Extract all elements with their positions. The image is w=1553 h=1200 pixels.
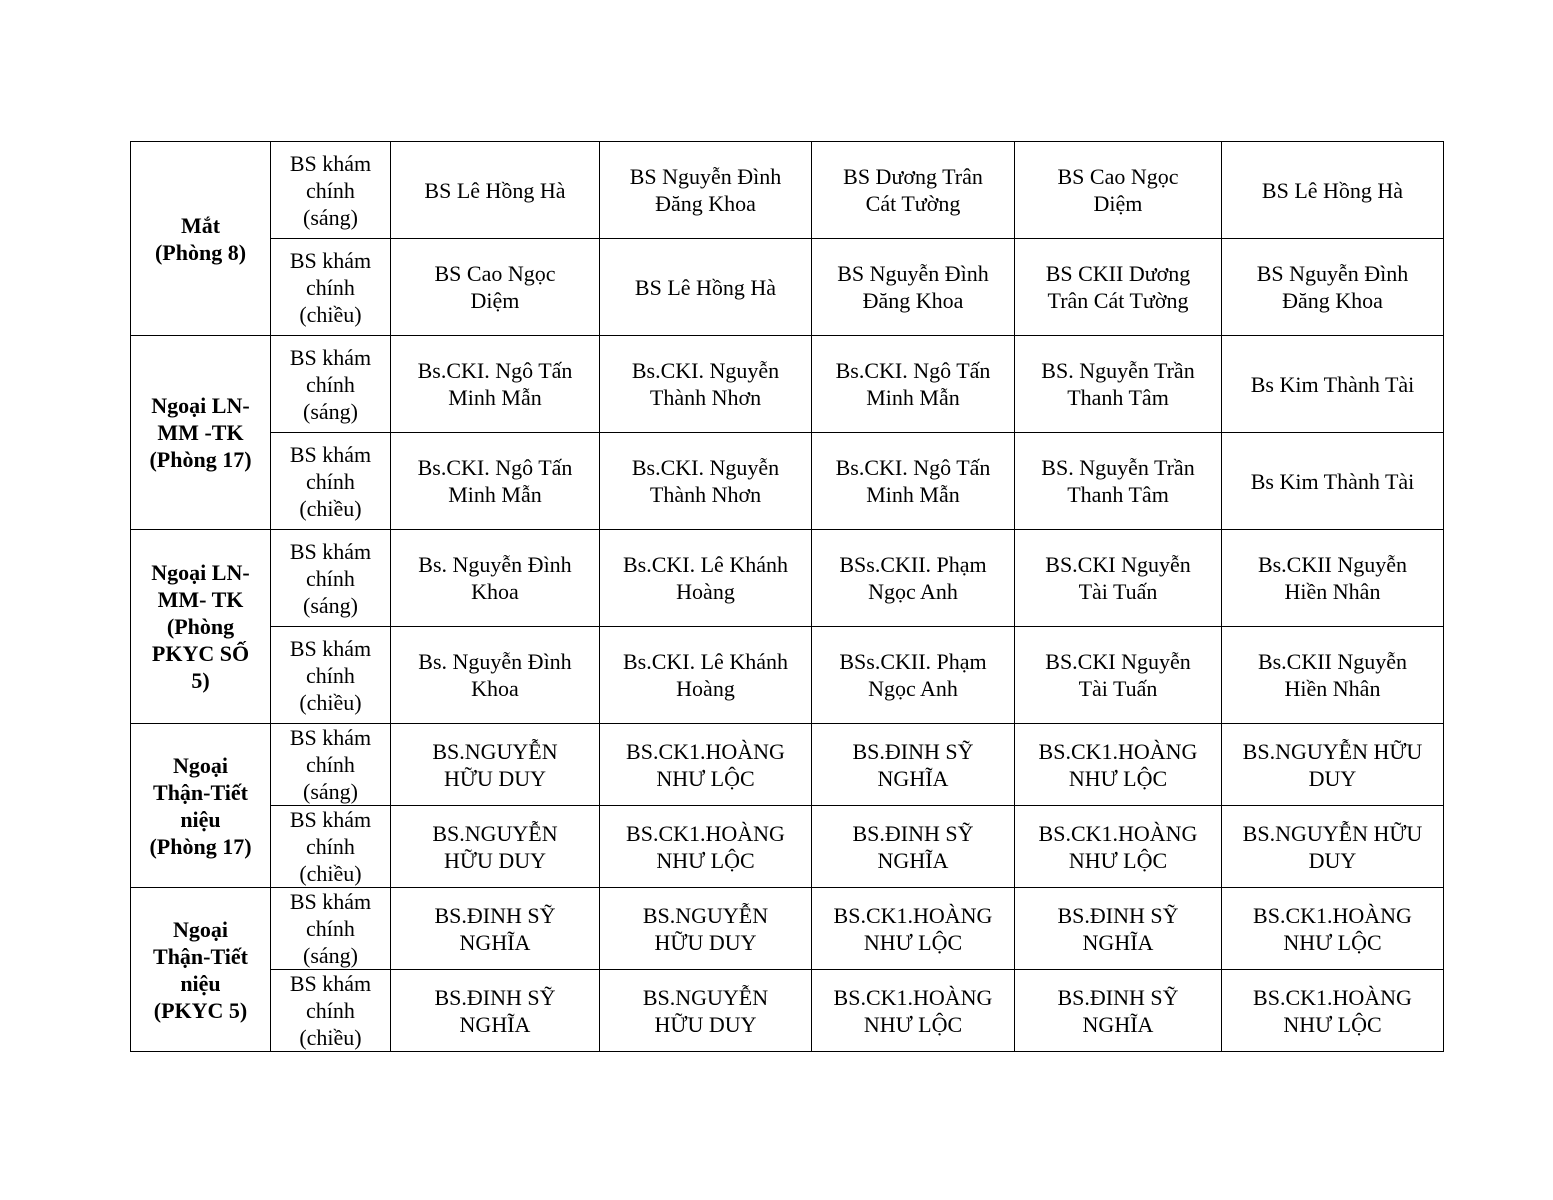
doctor-cell: Bs.CKI. Ngô Tấn Minh Mẫn: [391, 336, 600, 433]
shift-cell: BS khám chính (chiều): [271, 970, 391, 1052]
table-row: [131, 530, 1444, 627]
doctor-cell: BS Cao Ngọc Diệm: [1015, 142, 1222, 239]
doctor-cell: BS.CKI Nguyễn Tài Tuấn: [1015, 530, 1222, 627]
doctor-cell: BS.NGUYỄN HỮU DUY: [600, 970, 812, 1052]
doctor-cell: BS.ĐINH SỸ NGHĨA: [812, 806, 1015, 888]
doctor-cell: BS CKII Dương Trân Cát Tường: [1015, 239, 1222, 336]
table-row: [131, 627, 1444, 724]
doctor-cell: BS.CK1.HOÀNG NHƯ LỘC: [1015, 724, 1222, 806]
doctor-cell: BS.CK1.HOÀNG NHƯ LỘC: [1015, 806, 1222, 888]
shift-cell: BS khám chính (chiều): [271, 627, 391, 724]
doctor-cell: BS.CK1.HOÀNG NHƯ LỘC: [1222, 888, 1444, 970]
doctor-cell: BS.NGUYỄN HỮU DUY: [391, 724, 600, 806]
doctor-cell: Bs.CKI. Nguyễn Thành Nhơn: [600, 336, 812, 433]
doctor-cell: BS.ĐINH SỸ NGHĨA: [812, 724, 1015, 806]
department-cell: Ngoại LN- MM- TK (Phòng PKYC SỐ 5): [131, 530, 271, 724]
doctor-cell: BS.CK1.HOÀNG NHƯ LỘC: [812, 970, 1015, 1052]
doctor-cell: BS.NGUYỄN HỮU DUY: [600, 888, 812, 970]
department-cell: Ngoại Thận-Tiết niệu (PKYC 5): [131, 888, 271, 1052]
doctor-cell: BS Nguyễn Đình Đăng Khoa: [600, 142, 812, 239]
doctor-cell: Bs.CKI. Ngô Tấn Minh Mẫn: [391, 433, 600, 530]
shift-cell: BS khám chính (sáng): [271, 530, 391, 627]
doctor-schedule-table: [130, 141, 1444, 1052]
doctor-cell: BS. Nguyễn Trần Thanh Tâm: [1015, 433, 1222, 530]
table-row: [131, 336, 1444, 433]
schedule-body: [131, 142, 1444, 1052]
department-cell: Ngoại LN- MM -TK (Phòng 17): [131, 336, 271, 530]
doctor-cell: BS.CK1.HOÀNG NHƯ LỘC: [1222, 970, 1444, 1052]
doctor-cell: BS Lê Hồng Hà: [1222, 142, 1444, 239]
department-cell: Ngoại Thận-Tiết niệu (Phòng 17): [131, 724, 271, 888]
doctor-cell: Bs.CKII Nguyễn Hiền Nhân: [1222, 530, 1444, 627]
table-row: [131, 142, 1444, 239]
doctor-cell: BSs.CKII. Phạm Ngọc Anh: [812, 627, 1015, 724]
shift-cell: BS khám chính (chiều): [271, 433, 391, 530]
doctor-cell: BS Nguyễn Đình Đăng Khoa: [1222, 239, 1444, 336]
doctor-cell: Bs.CKI. Lê Khánh Hoàng: [600, 627, 812, 724]
doctor-cell: BS.NGUYỄN HỮU DUY: [1222, 724, 1444, 806]
doctor-cell: BS.ĐINH SỸ NGHĨA: [391, 970, 600, 1052]
doctor-cell: BS Cao Ngọc Diệm: [391, 239, 600, 336]
shift-cell: BS khám chính (sáng): [271, 336, 391, 433]
doctor-cell: Bs.CKI. Nguyễn Thành Nhơn: [600, 433, 812, 530]
doctor-cell: BS.CK1.HOÀNG NHƯ LỘC: [812, 888, 1015, 970]
doctor-cell: BS Lê Hồng Hà: [391, 142, 600, 239]
doctor-cell: BS.CK1.HOÀNG NHƯ LỘC: [600, 724, 812, 806]
doctor-cell: BS.CKI Nguyễn Tài Tuấn: [1015, 627, 1222, 724]
doctor-cell: Bs.CKII Nguyễn Hiền Nhân: [1222, 627, 1444, 724]
table-row: [131, 433, 1444, 530]
doctor-cell: BS.NGUYỄN HỮU DUY: [1222, 806, 1444, 888]
table-row: [131, 888, 1444, 970]
table-row: [131, 239, 1444, 336]
doctor-cell: Bs.CKI. Lê Khánh Hoàng: [600, 530, 812, 627]
doctor-cell: BSs.CKII. Phạm Ngọc Anh: [812, 530, 1015, 627]
doctor-cell: Bs.CKI. Ngô Tấn Minh Mẫn: [812, 336, 1015, 433]
doctor-cell: BS.ĐINH SỸ NGHĨA: [1015, 888, 1222, 970]
department-cell: Mắt (Phòng 8): [131, 142, 271, 336]
shift-cell: BS khám chính (sáng): [271, 142, 391, 239]
doctor-cell: BS. Nguyễn Trần Thanh Tâm: [1015, 336, 1222, 433]
doctor-cell: BS Nguyễn Đình Đăng Khoa: [812, 239, 1015, 336]
doctor-cell: BS.ĐINH SỸ NGHĨA: [1015, 970, 1222, 1052]
doctor-cell: Bs. Nguyễn Đình Khoa: [391, 530, 600, 627]
shift-cell: BS khám chính (chiều): [271, 239, 391, 336]
doctor-cell: BS.ĐINH SỸ NGHĨA: [391, 888, 600, 970]
doctor-cell: BS.NGUYỄN HỮU DUY: [391, 806, 600, 888]
table-row: [131, 970, 1444, 1052]
doctor-cell: BS.CK1.HOÀNG NHƯ LỘC: [600, 806, 812, 888]
shift-cell: BS khám chính (chiều): [271, 806, 391, 888]
doctor-cell: Bs Kim Thành Tài: [1222, 336, 1444, 433]
shift-cell: BS khám chính (sáng): [271, 724, 391, 806]
doctor-cell: Bs.CKI. Ngô Tấn Minh Mẫn: [812, 433, 1015, 530]
doctor-cell: Bs. Nguyễn Đình Khoa: [391, 627, 600, 724]
doctor-cell: BS Dương Trân Cát Tường: [812, 142, 1015, 239]
doctor-cell: BS Lê Hồng Hà: [600, 239, 812, 336]
table-row: [131, 806, 1444, 888]
shift-cell: BS khám chính (sáng): [271, 888, 391, 970]
table-row: [131, 724, 1444, 806]
doctor-cell: Bs Kim Thành Tài: [1222, 433, 1444, 530]
